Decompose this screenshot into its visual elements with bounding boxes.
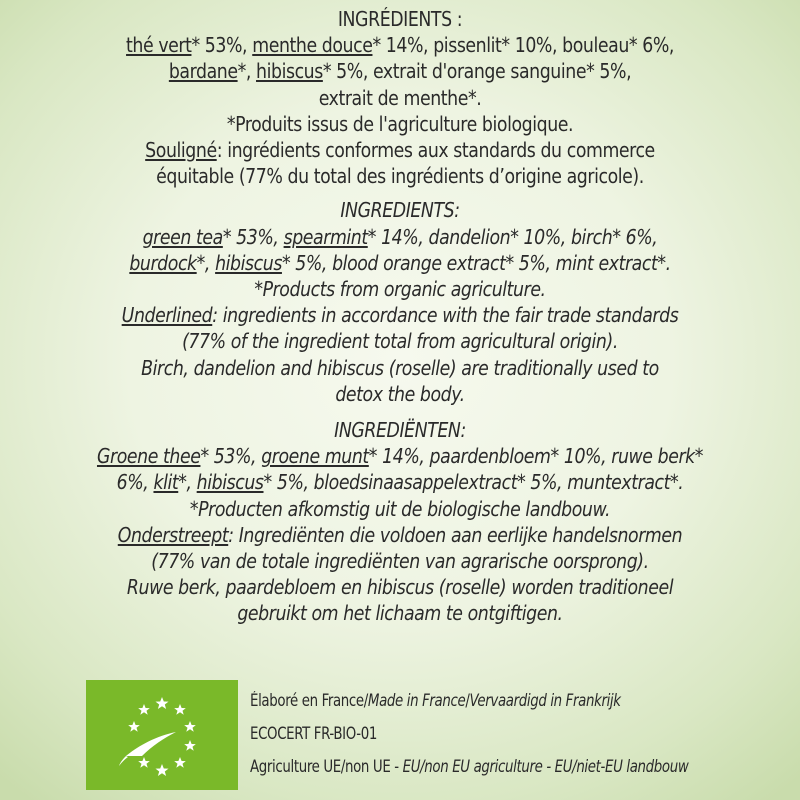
french-fairtrade-share: équitable (77% du total des ingrédients d’origine agricole). [156,164,644,189]
english-organic-note: *Products from organic agriculture. [254,277,546,302]
text-segment: : Ingrediënten die voldoen aan eerlijke handelsnormen [228,522,683,547]
text-segment: * 14%, paardenbloem* 10%, ruwe berk* [368,444,704,469]
text-segment: : ingrédients conformes aux standards du commerce [216,138,655,163]
ingredient-fairtrade: klit [153,470,179,495]
certification-info [250,684,737,783]
ingredient-fairtrade: menthe douce [252,33,373,58]
ingredient-fairtrade: hibiscus [196,470,264,495]
dutch-line-2 [24,469,776,495]
english-line-1 [24,224,776,250]
ingredients-label [0,6,800,627]
english-fairtrade-share: (77% of the ingredient total from agricultural origin). [182,329,618,354]
english-title: INGREDIENTS: [340,198,460,223]
dutch-line-1 [24,443,776,469]
dutch-title: INGREDIËNTEN: [334,418,466,443]
ingredient-fairtrade: thé vert [126,33,192,58]
agri-nl: EU/niet-EU landbouw [554,757,689,776]
french-underline-note [24,137,776,163]
text-segment: * 5%, blood orange extract* 5%, mint extract*. [281,250,671,275]
agri-en: EU/non EU agriculture [402,757,543,776]
separator: / [465,691,470,710]
ingredient-fairtrade: green tea [142,224,223,249]
french-line-2 [24,58,776,84]
text-segment: 6%, [116,470,154,495]
made-in-en: Made in France [367,691,466,710]
text-segment: * 14%, pissenlit* 10%, bouleau* 6%, [372,33,674,58]
agriculture-origin-line [250,750,688,783]
text-segment: *, [237,59,257,84]
ingredient-fairtrade: hibiscus [215,250,282,275]
dutch-claim-1: Ruwe berk, paardebloem en hibiscus (roselle) worden traditioneel [126,575,674,600]
english-underline-note [24,302,776,328]
text-segment: *, [178,470,197,495]
underline-key: Souligné [145,138,217,163]
dutch-section [0,417,800,627]
french-line-1 [24,32,776,58]
ingredient-fairtrade: groene munt [261,444,369,469]
french-section [0,6,800,189]
text-segment: * 53%, [200,444,262,469]
english-claim-1: Birch, dandelion and hibiscus (roselle) are traditionally used to [141,355,659,380]
dutch-fairtrade-share: (77% van de totale ingrediënten van agrarische oorsprong). [151,549,649,574]
underline-key: Onderstreept [117,522,229,547]
french-title: INGRÉDIENTS : [337,7,463,31]
certification-footer [86,680,766,790]
ingredient-fairtrade: hibiscus [256,59,323,84]
made-in-fr: Élaboré en France/ [250,691,368,710]
agri-fr: Agriculture UE/non UE - [250,757,403,776]
eu-organic-leaf-logo-icon [86,680,238,790]
text-segment: *, [196,250,216,275]
certifier-code: ECOCERT FR-BIO-01 [250,724,378,743]
french-organic-note: *Produits issus de l'agriculture biologique. [226,111,574,136]
text-segment: * 5%, extrait d'orange sanguine* 5%, [322,59,632,84]
text-segment: * 53%, [222,224,284,249]
ingredient-fairtrade: bardane [168,59,238,84]
separator: - [542,757,555,776]
made-in-nl: Vervaardigd in Frankrijk [469,691,621,710]
text-segment: : ingredients in accordance with the fair trade standards [212,303,679,328]
ingredient-fairtrade: spearmint [283,224,368,249]
text-segment: * 5%, bloedsinaasappelextract* 5%, muntextract*. [263,470,684,495]
english-claim-2: detox the body. [335,381,465,406]
french-line-3: extrait de menthe*. [318,85,482,110]
ingredient-fairtrade: Groene thee [96,444,201,469]
made-in-line [250,684,688,717]
dutch-organic-note: *Producten afkomstig uit de biologische landbouw. [189,496,611,521]
english-section [0,197,800,407]
ingredient-fairtrade: burdock [129,250,197,275]
text-segment: * 53%, [191,33,253,58]
dutch-underline-note [24,522,776,548]
dutch-claim-2: gebruikt om het lichaam te ontgiftigen. [237,601,563,626]
text-segment: * 14%, dandelion* 10%, birch* 6%, [367,224,658,249]
english-line-2 [24,250,776,276]
underline-key: Underlined [121,303,213,328]
